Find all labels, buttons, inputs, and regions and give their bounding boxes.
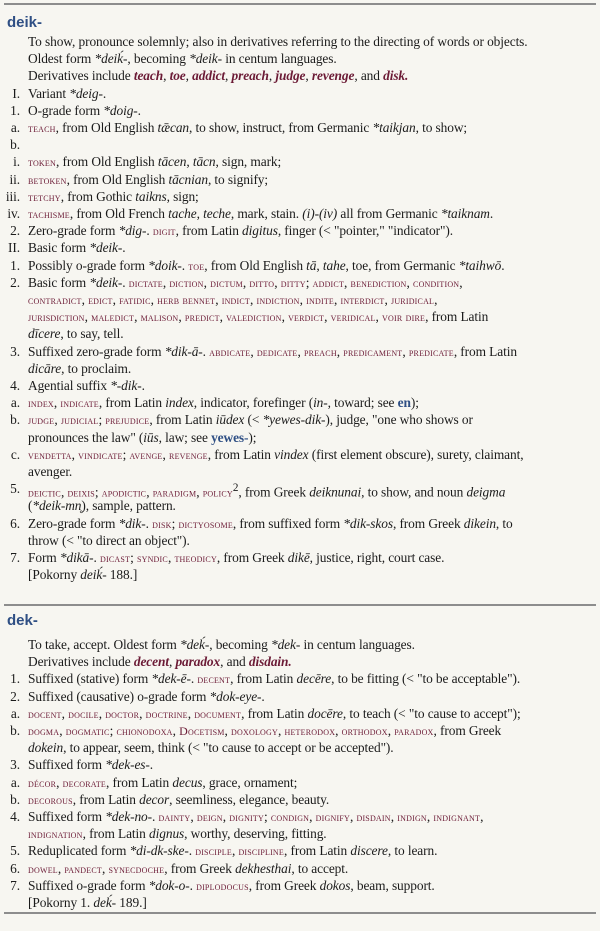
sense-text: Suffixed zero-grade form *dik-ā-. abdicate, dedicate, preach, predicament, predicate, from Latin: [28, 343, 517, 359]
entry-headword: deik-: [7, 14, 43, 31]
derivative-word[interactable]: predicament: [343, 344, 403, 359]
sense-label: c.: [10, 446, 20, 462]
sense-label: 3.: [10, 343, 20, 359]
derivative-word[interactable]: benediction: [350, 275, 407, 290]
derivative-word[interactable]: ditty: [280, 275, 306, 290]
key-derivative[interactable]: toe: [169, 68, 186, 84]
derivative-word[interactable]: pandect: [64, 861, 102, 876]
sense-text: token, from Old English tācen, tācn, sign, mark;: [28, 154, 282, 170]
sense-text: To show, pronounce solemnly; also in derivatives referring to the directing of words or objects.: [28, 34, 528, 49]
derivative-word[interactable]: token: [28, 155, 56, 170]
sense-label: 1.: [10, 102, 20, 118]
derivative-word[interactable]: index: [28, 396, 54, 411]
sense-text: indignation, from Latin dignus, worthy, deserving, fitting.: [28, 826, 327, 842]
derivative-word[interactable]: dogmatic: [65, 724, 110, 738]
sense-text: Suffixed form *dek-no-. dainty, deign, dignity; condign, dignify, disdain, indign, indignant,: [28, 809, 484, 824]
derivative-word[interactable]: tachisme: [28, 207, 70, 221]
sense-text: Agential suffix *-dik-.: [28, 378, 145, 393]
derivative-word[interactable]: interdict: [340, 293, 385, 307]
derivative-word[interactable]: disk: [152, 516, 172, 531]
derivative-word[interactable]: dictum: [210, 275, 243, 290]
sense-text: contradict, edict, fatidic, herb bennet, indict, indiction, indite, interdict, juridical,: [28, 292, 438, 307]
derivative-word[interactable]: docent: [28, 706, 62, 721]
derivative-word[interactable]: disciple: [195, 844, 232, 859]
sense-label: b.: [10, 723, 20, 738]
sense-text: jurisdiction, maledict, malison, predict, valediction, verdict, veridical, voir dire, from Latin: [28, 309, 489, 325]
sense-text: teach, from Old English tǣcan, to show, instruct, from Germanic *taikjan, to show;: [28, 120, 468, 135]
sense-label: iii.: [5, 188, 20, 204]
derivative-word[interactable]: malison: [140, 310, 179, 325]
sense-label: ii.: [9, 171, 20, 187]
derivative-word[interactable]: disdain: [356, 810, 391, 824]
derivative-word[interactable]: décor: [28, 775, 57, 790]
key-derivative[interactable]: revenge: [311, 68, 355, 84]
derivative-word[interactable]: doctor: [105, 706, 140, 721]
sense-label: 6.: [10, 860, 20, 876]
sense-text: Zero-grade form *dig-. digit, from Latin digitus, finger (< "pointer," "indicator").: [28, 223, 453, 239]
derivative-word[interactable]: jurisdiction: [28, 310, 85, 325]
derivative-word[interactable]: judicial: [60, 413, 99, 428]
sense-label: 6.: [10, 515, 20, 531]
derivative-word[interactable]: document: [194, 706, 242, 721]
sense-label: II.: [8, 240, 20, 256]
sense-text: Derivatives include teach, toe, addict, preach, judge, revenge, and disk.: [28, 68, 409, 84]
sense-text: O-grade form *doig-.: [28, 102, 141, 118]
sense-text: betoken, from Old English tācnian, to signify;: [28, 171, 269, 187]
derivative-word[interactable]: paradox: [394, 724, 434, 738]
derivative-word[interactable]: verdict: [288, 310, 325, 325]
derivative-word[interactable]: chionodoxa: [116, 724, 173, 738]
sense-label: b.: [10, 412, 20, 428]
derivative-word[interactable]: vendetta: [28, 447, 72, 462]
sense-label: 7.: [10, 550, 20, 565]
key-derivative[interactable]: judge: [275, 68, 306, 84]
sense-text: Zero-grade form *dik-. disk; dictyosome, from suffixed form *dik-skos, from Greek dikein, to: [28, 515, 513, 531]
derivative-word[interactable]: dignify: [315, 810, 350, 824]
derivative-word[interactable]: Docetism: [179, 724, 225, 738]
derivative-word[interactable]: juridical: [391, 293, 435, 307]
sense-text: Suffixed (stative) form *dek-ē-. decent, from Latin decēre, to be fitting (< "to be acceptable").: [28, 671, 521, 687]
sense-label: 3.: [10, 757, 20, 773]
derivative-word[interactable]: toe: [188, 258, 205, 273]
derivative-word[interactable]: deixis: [67, 485, 95, 500]
derivative-word[interactable]: indignant: [433, 810, 481, 824]
derivative-word[interactable]: prejudice: [105, 413, 150, 428]
sense-label: 4.: [10, 809, 20, 824]
derivative-word[interactable]: predict: [184, 310, 220, 325]
derivative-word[interactable]: edict: [88, 293, 113, 307]
sense-text: dīcere, to say, tell.: [28, 326, 124, 342]
derivative-word[interactable]: indicate: [60, 396, 99, 411]
entry-divider: [4, 604, 596, 606]
derivative-word[interactable]: diplodocus: [196, 878, 249, 893]
key-derivative[interactable]: decent: [133, 654, 169, 670]
derivative-word[interactable]: fatidic: [119, 293, 151, 307]
derivative-word[interactable]: condign: [270, 810, 310, 824]
sense-text: tetchy, from Gothic taikns, sign;: [28, 188, 199, 204]
derivative-word[interactable]: veridical: [330, 310, 376, 325]
derivative-word[interactable]: diction: [169, 275, 204, 290]
sense-label: 2.: [10, 274, 20, 290]
derivative-word[interactable]: synecdoche: [108, 861, 165, 876]
derivative-word[interactable]: policy: [202, 485, 233, 500]
derivative-word[interactable]: decorate: [62, 775, 107, 790]
sense-label: 2.: [10, 688, 20, 704]
sense-text: Form *dikā-. dicast; syndic, theodicy, from Greek dikē, justice, right, court case.: [28, 550, 445, 565]
derivative-word[interactable]: digit: [152, 224, 176, 239]
derivative-word[interactable]: revenge: [169, 447, 208, 462]
derivative-word[interactable]: dedicate: [256, 344, 298, 359]
sense-text: throw (< "to direct an object").: [28, 532, 190, 548]
sense-text: Variant *deig-.: [28, 85, 107, 101]
derivative-word[interactable]: dogma: [28, 724, 60, 738]
key-derivative[interactable]: paradox: [175, 654, 221, 670]
sense-text: pronounces the law" (iūs, law; see yewes-);: [28, 429, 257, 445]
derivative-word[interactable]: deign: [196, 810, 223, 824]
sense-text: dogma, dogmatic; chionodoxa, Docetism, doxology, heterodox, orthodox, paradox, from Greek: [28, 723, 502, 738]
derivative-word[interactable]: addict: [312, 275, 345, 290]
sense-text: Suffixed o-grade form *dok-o-. diplodocus, from Greek dokos, beam, support.: [28, 877, 435, 893]
derivative-word[interactable]: ditto: [249, 275, 275, 290]
derivative-word[interactable]: indignation: [28, 827, 83, 842]
sense-text: dowel, pandect, synecdoche, from Greek dekhesthai, to accept.: [28, 860, 349, 876]
sense-label: I.: [12, 85, 20, 101]
derivative-word[interactable]: vindicate: [78, 447, 123, 462]
sense-label: a.: [10, 774, 20, 790]
sense-text: deictic, deixis; apodictic, paradigm, policy$^2$, from Greek deiknunai, to show, and noun deigma: [28, 482, 506, 500]
sense-text: (*deik-mn̥), sample, pattern.: [28, 498, 176, 514]
sense-text: Derivatives include decent, paradox, and disdain.: [28, 654, 292, 670]
derivative-word[interactable]: doxology: [231, 724, 278, 738]
derivative-word[interactable]: doctrine: [145, 706, 188, 721]
derivative-word[interactable]: heterodox: [284, 724, 336, 738]
derivative-word[interactable]: indict: [221, 293, 251, 307]
derivative-word[interactable]: judge: [28, 413, 55, 428]
derivative-word[interactable]: valediction: [226, 310, 282, 325]
sense-text: dokein, to appear, seem, think (< "to cause to accept or be accepted").: [28, 740, 394, 756]
derivative-word[interactable]: dicast: [99, 551, 131, 565]
entry-divider: [4, 3, 596, 5]
sense-label: b.: [10, 137, 20, 153]
sense-text: décor, decorate, from Latin decus, grace, ornament;: [28, 774, 298, 790]
derivative-word[interactable]: maledict: [91, 310, 135, 325]
derivative-word[interactable]: preach: [304, 344, 337, 359]
derivative-word[interactable]: indign: [397, 810, 427, 824]
entry-divider: [4, 912, 596, 914]
derivative-word[interactable]: indite: [306, 293, 334, 307]
sense-label: a.: [10, 395, 20, 411]
derivative-word[interactable]: discipline: [238, 844, 284, 859]
cross-reference-link[interactable]: en: [397, 395, 411, 411]
derivative-word[interactable]: betoken: [28, 172, 67, 187]
derivative-word[interactable]: theodicy: [174, 551, 217, 565]
key-derivative[interactable]: disdain.: [248, 654, 292, 670]
sense-text: Possibly o-grade form *doik-. toe, from Old English tā, tahe, toe, from Germanic *taihwō.: [28, 257, 505, 273]
derivative-word[interactable]: deictic: [28, 485, 61, 500]
derivative-word[interactable]: contradict: [28, 293, 82, 307]
sense-text: dicāre, to proclaim.: [28, 360, 132, 376]
sense-label: b.: [10, 791, 20, 807]
sense-text: Basic form *deik-.: [28, 240, 126, 256]
key-derivative[interactable]: preach: [231, 68, 269, 84]
sense-text: Suffixed (causative) o-grade form *dok-eye-.: [28, 688, 265, 704]
sense-label: a.: [10, 120, 20, 135]
derivative-word[interactable]: teach: [28, 121, 56, 135]
sense-text: decorous, from Latin decor, seemliness, elegance, beauty.: [28, 791, 330, 807]
derivative-word[interactable]: apodictic: [101, 485, 147, 500]
sense-text: vendetta, vindicate; avenge, revenge, from Latin vindex (first element obscure), surety, claimant,: [28, 446, 524, 462]
sense-text: judge, judicial; prejudice, from Latin iūdex (< *yewes-dik-), judge, "one who shows or: [28, 412, 473, 428]
sense-text: [Pokorny deiḱ- 188.]: [28, 567, 138, 583]
sense-label: i.: [13, 154, 20, 170]
derivative-word[interactable]: indiction: [256, 293, 300, 307]
sense-text: docent, docile, doctor, doctrine, document, from Latin docēre, to teach (< "to cause to accept");: [28, 705, 521, 721]
sense-label: iv.: [7, 206, 20, 221]
derivative-word[interactable]: orthodox: [341, 724, 388, 738]
sense-text: index, indicate, from Latin index, indicator, forefinger (in-, toward; see en);: [28, 395, 419, 411]
derivative-word[interactable]: avenge: [129, 447, 163, 462]
entry-headword: dek-: [7, 612, 38, 629]
sense-label: 5.: [10, 843, 20, 859]
derivative-word[interactable]: dictate: [128, 275, 163, 290]
sense-text: [Pokorny 1. deḱ- 189.]: [28, 895, 147, 910]
derivative-word[interactable]: decent: [197, 672, 231, 687]
sense-text: Suffixed form *dek-es-.: [28, 757, 154, 773]
sense-text: tachisme, from Old French tache, teche, mark, stain. (i)-(iv) all from Germanic *taiknam.: [28, 206, 494, 221]
derivative-word[interactable]: paradigm: [152, 485, 197, 500]
sense-text: Reduplicated form *di-dk-ske-. disciple, discipline, from Latin discere, to learn.: [28, 843, 438, 859]
derivative-word[interactable]: predicate: [408, 344, 454, 359]
derivative-word[interactable]: syndic: [136, 551, 168, 565]
derivative-word[interactable]: voir dire: [382, 310, 426, 325]
sense-label: 1.: [10, 671, 20, 687]
derivative-word[interactable]: decorous: [28, 792, 73, 807]
sense-text: To take, accept. Oldest form *deḱ-, becoming *dek- in centum languages.: [28, 637, 415, 652]
derivative-word[interactable]: dowel: [28, 861, 58, 876]
key-derivative[interactable]: addict: [192, 68, 226, 84]
key-derivative[interactable]: teach: [133, 68, 164, 84]
sense-label: 5.: [10, 481, 20, 497]
derivative-word[interactable]: dictyosome: [178, 516, 233, 531]
cross-reference-link[interactable]: yewes-: [211, 429, 249, 445]
key-derivative[interactable]: disk.: [383, 68, 409, 84]
derivative-word[interactable]: docile: [68, 706, 99, 721]
sense-text: Basic form *deik-. dictate, diction, dictum, ditto, ditty; addict, benediction, condition,: [28, 274, 463, 290]
sense-text: Oldest form *deiḱ-, becoming *deik- in centum languages.: [28, 51, 337, 67]
sense-label: a.: [10, 705, 20, 721]
derivative-word[interactable]: tetchy: [28, 189, 61, 204]
derivative-word[interactable]: dainty: [158, 810, 191, 824]
derivative-word[interactable]: dignity: [229, 810, 264, 824]
sense-label: 2.: [10, 223, 20, 239]
sense-label: 1.: [10, 257, 20, 273]
derivative-word[interactable]: condition: [413, 275, 460, 290]
sense-label: 7.: [10, 877, 20, 893]
derivative-word[interactable]: abdicate: [209, 344, 251, 359]
derivative-word[interactable]: herb bennet: [157, 293, 216, 307]
sense-text: avenger.: [28, 464, 73, 479]
sense-label: 4.: [10, 378, 20, 393]
